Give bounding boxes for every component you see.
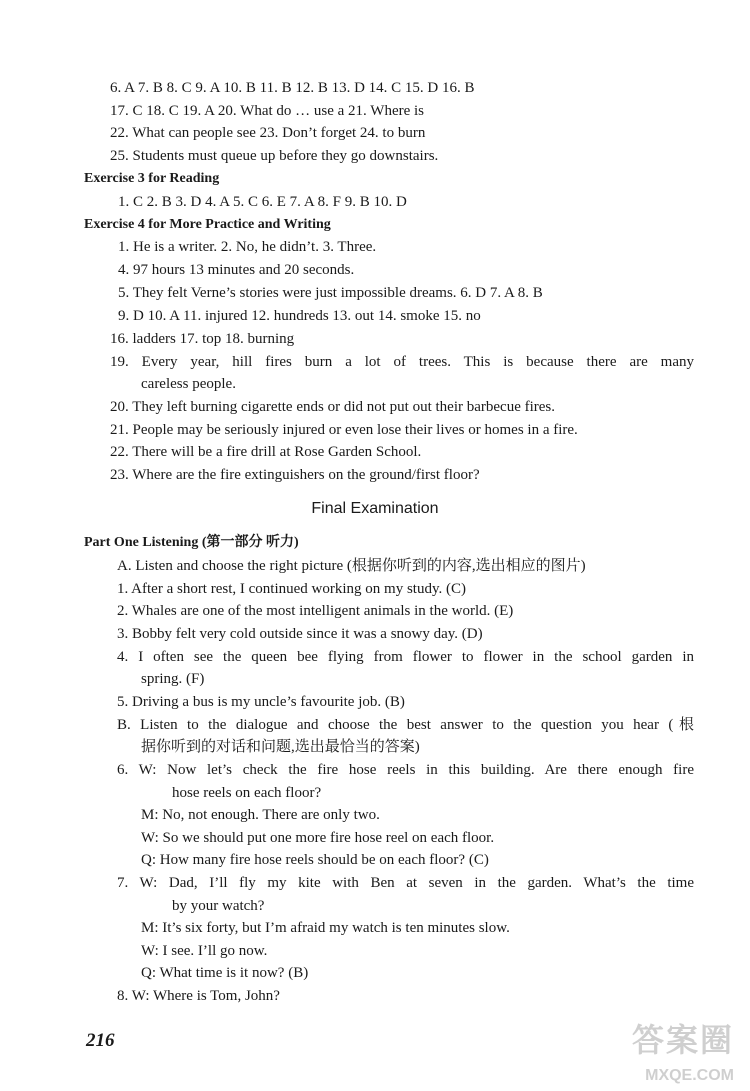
answer-line: 21. People may be seriously injured or even lose their lives or homes in a fire. xyxy=(110,422,578,438)
question-line: Q: How many fire hose reels should be on each floor? (C) xyxy=(141,852,489,868)
question-line: W: So we should put one more fire hose reel on each floor. xyxy=(141,830,495,846)
answer-line: 20. They left burning cigarette ends or did not put out their barbecue fires. xyxy=(110,399,556,415)
part-one-heading: Part One Listening (第一部分 听力) xyxy=(84,535,299,550)
answer-line: 5. They felt Verne’s stories were just impossible dreams. 6. D 7. A 8. B xyxy=(118,285,543,301)
answer-line: 17. C 18. C 19. A 20. What do … use a 21. Where is xyxy=(110,103,425,119)
question-line: 7. W: Dad, I’ll fly my kite with Ben at seven in the garden. What’s the time xyxy=(117,875,694,891)
question-line: 5. Driving a bus is my uncle’s favourite job. (B) xyxy=(117,694,405,710)
question-line: spring. (F) xyxy=(141,671,205,687)
question-line: A. Listen and choose the right picture (根据你听到的内容,选出相应的图片) xyxy=(117,558,586,574)
section-title: Final Examination xyxy=(311,500,439,517)
question-line: 1. After a short rest, I continued working on my study. (C) xyxy=(117,581,466,597)
question-line: B. Listen to the dialogue and choose the best answer to the question you hear (根 xyxy=(117,717,694,733)
question-line: M: It’s six forty, but I’m afraid my watch is ten minutes slow. xyxy=(141,920,510,936)
answer-line: 16. ladders 17. top 18. burning xyxy=(110,331,295,347)
watermark-url: MXQE.COM xyxy=(645,1067,734,1084)
question-line: W: I see. I’ll go now. xyxy=(141,943,268,959)
question-line: 6. W: Now let’s check the fire hose reels in this building. Are there enough fire xyxy=(117,762,694,778)
answer-line: 4. 97 hours 13 minutes and 20 seconds. xyxy=(118,262,355,278)
question-line: M: No, not enough. There are only two. xyxy=(141,807,380,823)
exercise-3-answers: 1. C 2. B 3. D 4. A 5. C 6. E 7. A 8. F 9. B 10. D xyxy=(118,194,407,210)
answer-line: 6. A 7. B 8. C 9. A 10. B 11. B 12. B 13. D 14. C 15. D 16. B xyxy=(110,80,475,96)
question-line: 2. Whales are one of the most intelligent animals in the world. (E) xyxy=(117,603,514,619)
answer-line: 25. Students must queue up before they go downstairs. xyxy=(110,148,439,164)
question-line: 3. Bobby felt very cold outside since it was a snowy day. (D) xyxy=(117,626,483,642)
answer-line: careless people. xyxy=(141,376,236,392)
question-line: Q: What time is it now? (B) xyxy=(141,965,309,981)
answer-line: 23. Where are the fire extinguishers on the ground/first floor? xyxy=(110,467,480,483)
answer-line: 19. Every year, hill fires burn a lot of trees. This is because there are many xyxy=(110,354,694,370)
question-line: 4. I often see the queen bee flying from flower to flower in the school garden in xyxy=(117,649,694,665)
exercise-3-heading: Exercise 3 for Reading xyxy=(84,171,220,186)
page-number: 216 xyxy=(86,1030,115,1051)
answer-line: 22. There will be a fire drill at Rose Garden School. xyxy=(110,444,422,460)
question-line: hose reels on each floor? xyxy=(172,785,322,801)
watermark-logo xyxy=(588,1015,738,1085)
question-line: by your watch? xyxy=(172,898,265,914)
exercise-4-heading: Exercise 4 for More Practice and Writing xyxy=(84,217,331,232)
answer-line: 9. D 10. A 11. injured 12. hundreds 13. out 14. smoke 15. no xyxy=(118,308,481,324)
answer-line: 1. He is a writer. 2. No, he didn’t. 3. Three. xyxy=(118,239,377,255)
question-line: 8. W: Where is Tom, John? xyxy=(117,988,280,1004)
answer-line: 22. What can people see 23. Don’t forget 24. to burn xyxy=(110,125,426,141)
watermark-text: 答案圈 xyxy=(631,1022,734,1058)
question-line: 据你听到的对话和问题,选出最恰当的答案) xyxy=(141,739,420,755)
